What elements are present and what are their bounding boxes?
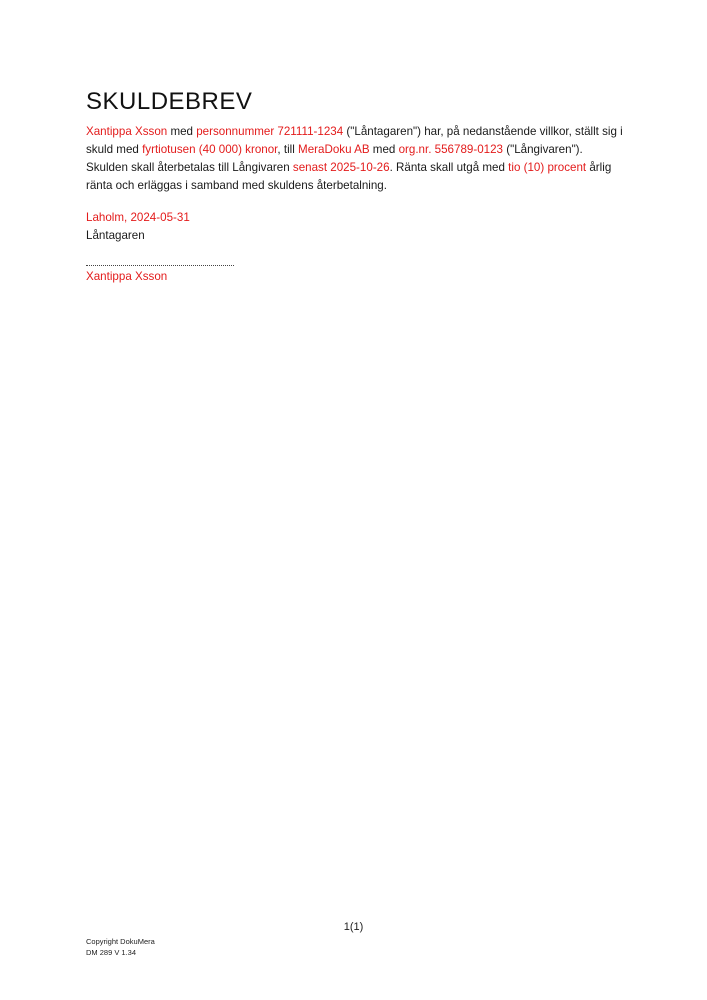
lender-name: MeraDoku AB: [298, 143, 370, 156]
text-segment: ("Låntagaren") har, på nedanstående villkor, ställt sig i skuld med: [86, 125, 623, 156]
page-number: 1(1): [343, 921, 364, 933]
place-date: Laholm, 2024-05-31: [86, 211, 190, 224]
text-segment: , till: [277, 143, 299, 156]
document-content: [86, 86, 626, 286]
text-segment: . Ränta skall utgå med: [389, 161, 509, 174]
borrower-id: personnummer 721111-1234: [196, 125, 344, 138]
text-segment: årlig ränta och erläggas i samband med skuldens återbetalning.: [86, 161, 612, 192]
borrower-name: Xantippa Xsson: [86, 125, 168, 138]
signature-block: [86, 209, 626, 286]
signature-line: [86, 259, 234, 266]
lender-id: org.nr. 556789-0123: [398, 143, 503, 156]
version-text: DM 289 V 1.34: [86, 948, 137, 957]
due-date: senast 2025-10-26: [292, 161, 390, 174]
text-segment: ("Långivaren"). Skulden skall återbetalas till Långivaren: [86, 143, 583, 174]
signer-name: Xantippa Xsson: [86, 270, 168, 283]
interest-rate: tio (10) procent: [508, 161, 587, 174]
footer: [86, 936, 155, 958]
document-title: SKULDEBREV: [86, 88, 253, 115]
copyright-text: Copyright DokuMera: [86, 937, 155, 946]
text-segment: med: [369, 143, 399, 156]
loan-terms-paragraph: [86, 123, 626, 195]
loan-amount: fyrtiotusen (40 000) kronor: [142, 143, 278, 156]
signer-role: Låntagaren: [86, 229, 145, 242]
text-segment: med: [167, 125, 197, 138]
